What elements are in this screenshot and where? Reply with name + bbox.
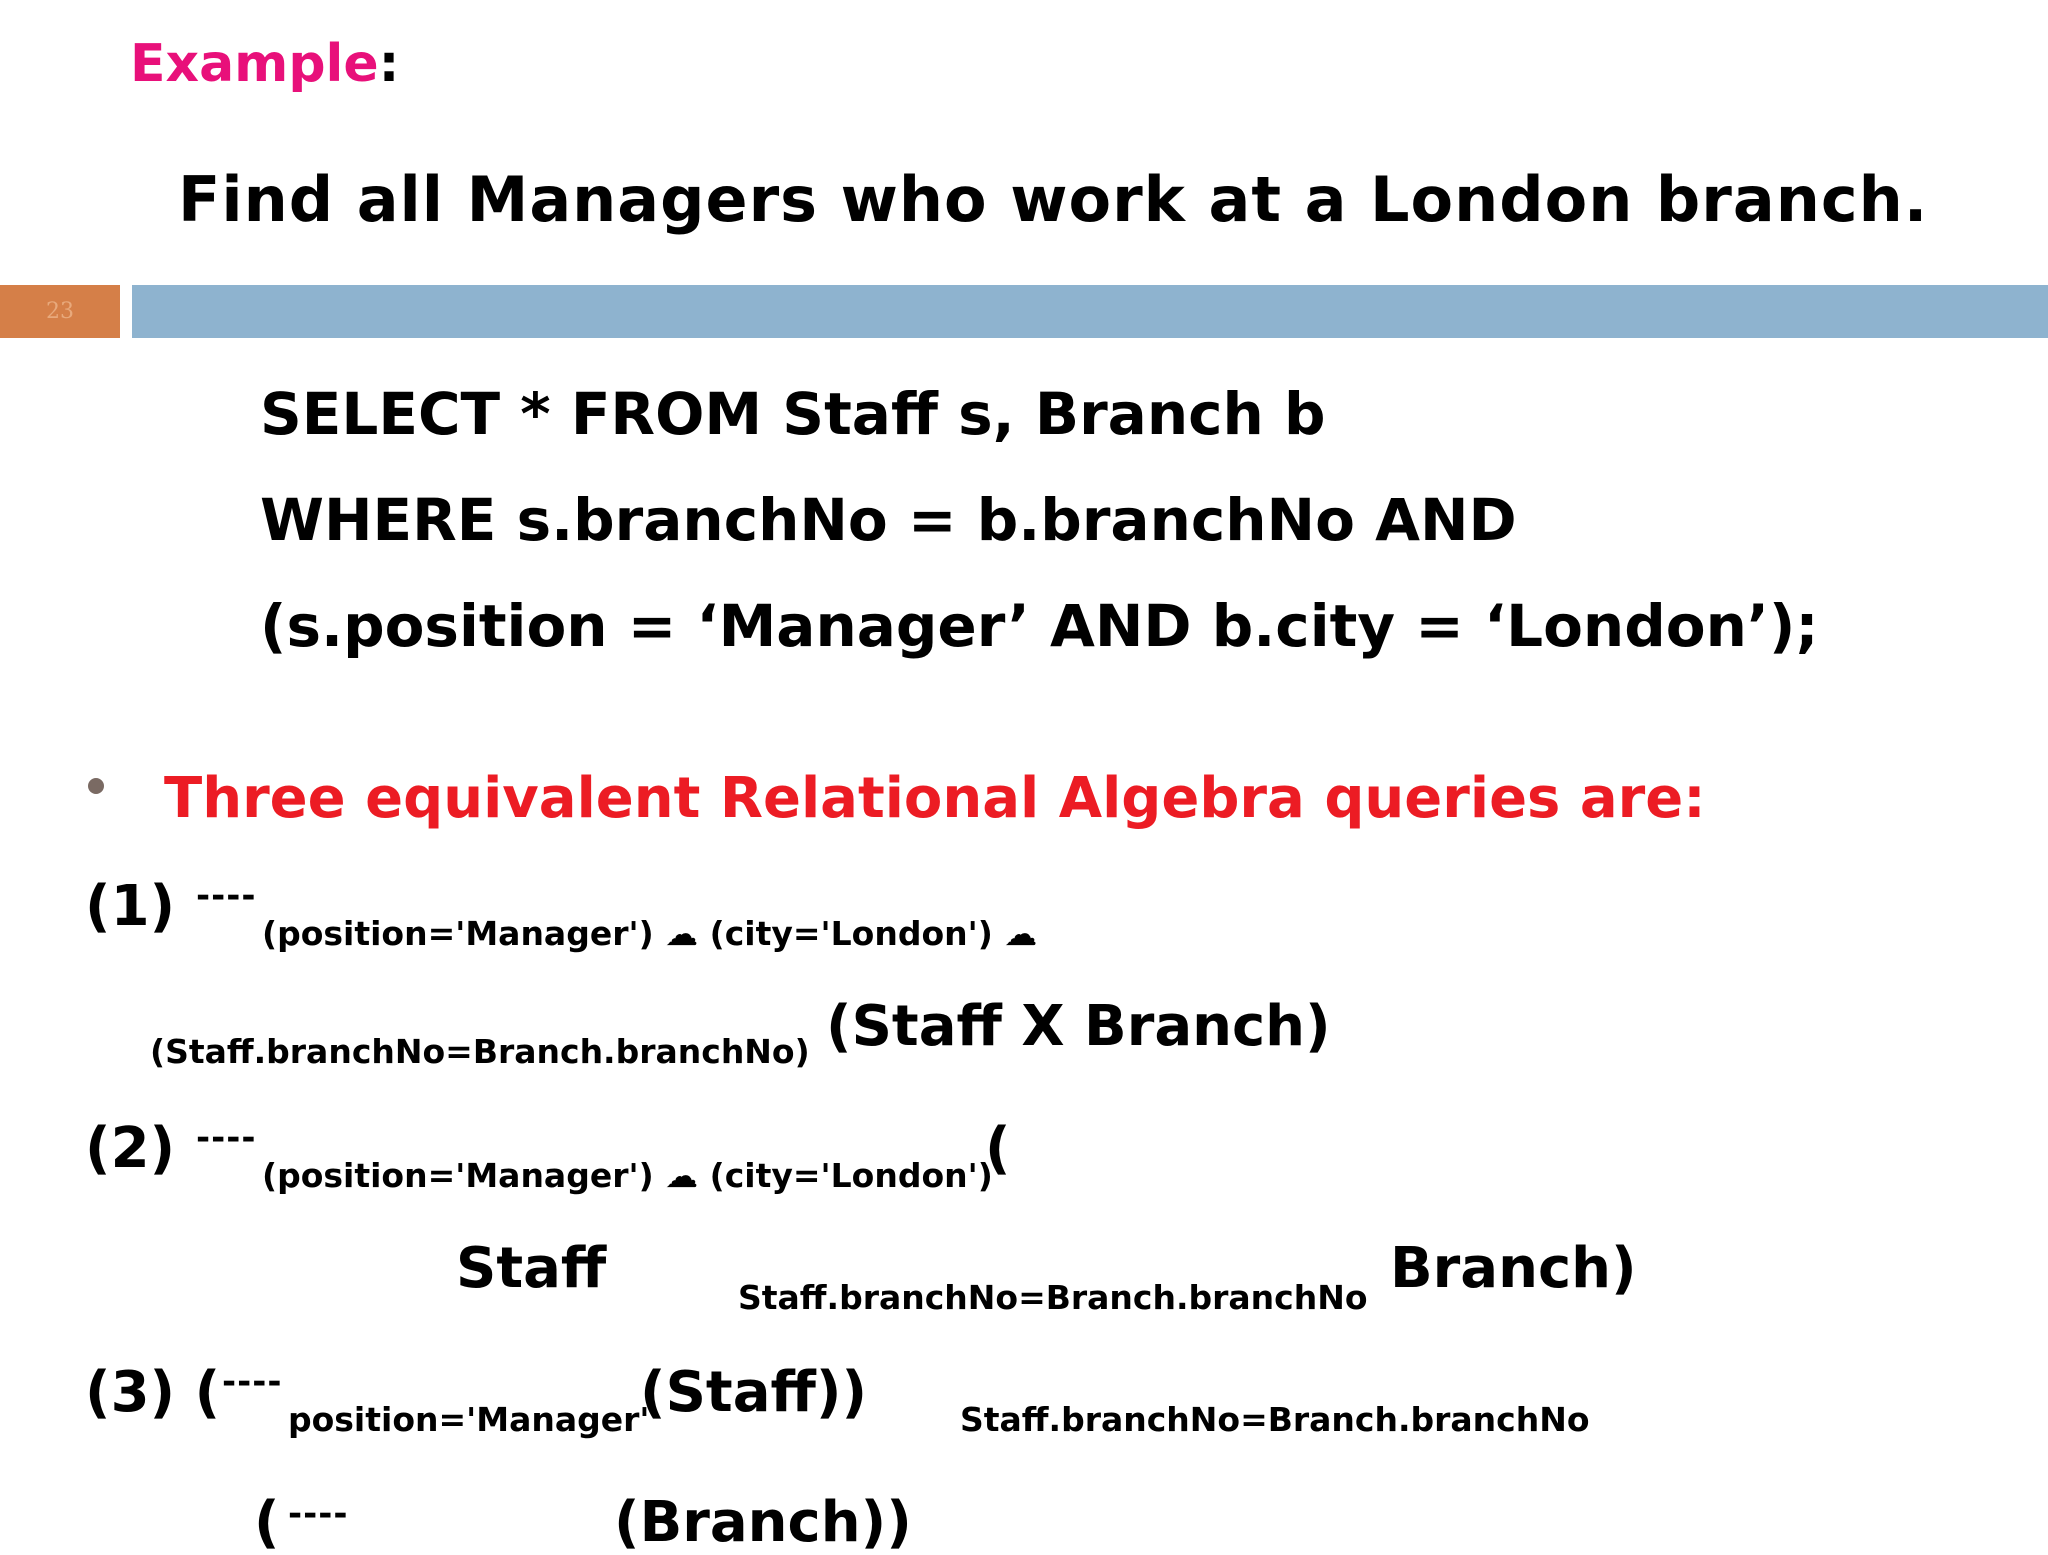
sql-line-select: SELECT * FROM Staff s, Branch b bbox=[260, 380, 1326, 448]
bullet-icon bbox=[88, 778, 104, 794]
query-1-number: (1) bbox=[85, 874, 176, 939]
query-3-operator: ---- bbox=[222, 1362, 283, 1402]
query-1-operator: ---- bbox=[196, 876, 257, 916]
query-1-join-condition: (Staff.branchNo=Branch.branchNo) bbox=[150, 1032, 810, 1071]
query-2-open-paren: ( bbox=[985, 1116, 1011, 1181]
query-2-number: (2) bbox=[85, 1116, 176, 1181]
query-3-staff: (Staff)) bbox=[640, 1360, 868, 1425]
query-3-join-condition: Staff.branchNo=Branch.branchNo bbox=[960, 1400, 1590, 1439]
sql-line-condition: (s.position = ‘Manager’ AND b.city = ‘London’); bbox=[260, 592, 1819, 660]
query-3-branch-operator: ---- bbox=[288, 1494, 349, 1534]
query-3-number: (3) ( bbox=[85, 1360, 221, 1425]
query-2-staff: Staff bbox=[456, 1236, 607, 1301]
bullet-text: Three equivalent Relational Algebra queries are: bbox=[164, 766, 1706, 831]
example-word: Example bbox=[130, 34, 379, 94]
query-2-join-condition: Staff.branchNo=Branch.branchNo bbox=[738, 1278, 1368, 1317]
query-3-branch: (Branch)) bbox=[614, 1490, 912, 1555]
query-2-operator: ---- bbox=[196, 1118, 257, 1158]
query-2-condition: (position='Manager') ☁ (city='London') bbox=[262, 1156, 993, 1195]
query-3-branch-open: ( bbox=[254, 1490, 280, 1555]
header-bar bbox=[132, 285, 2048, 338]
example-colon: : bbox=[378, 34, 400, 94]
example-label bbox=[130, 34, 399, 94]
query-1-expression: (Staff X Branch) bbox=[826, 994, 1331, 1059]
slide-number: 23 bbox=[46, 299, 74, 324]
slide-title: Find all Managers who work at a London branch. bbox=[178, 163, 1929, 236]
query-1-condition: (position='Manager') ☁ (city='London') ☁ bbox=[262, 914, 1038, 953]
query-3-condition: position='Manager' bbox=[288, 1400, 650, 1439]
query-2-branch: Branch) bbox=[1390, 1236, 1637, 1301]
sql-line-where: WHERE s.branchNo = b.branchNo AND bbox=[260, 486, 1517, 554]
